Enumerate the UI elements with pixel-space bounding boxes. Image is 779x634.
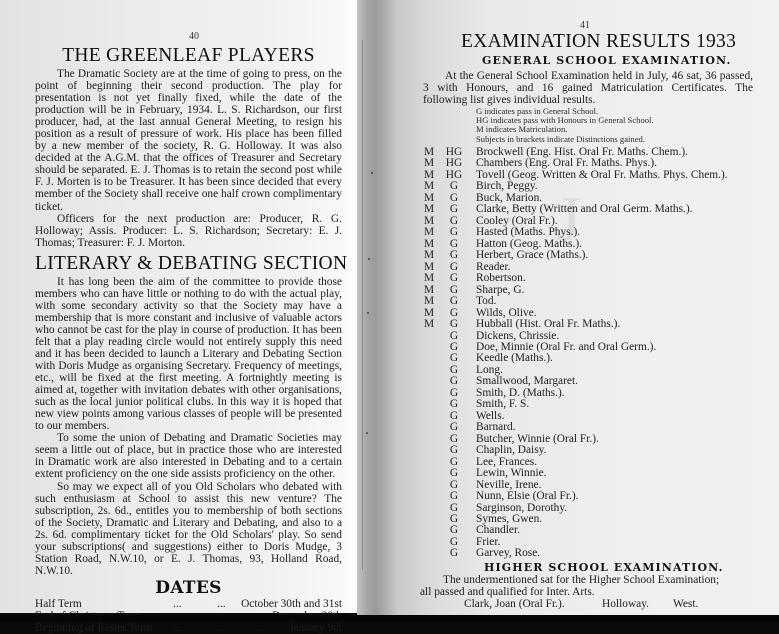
matriculation-mark: M: [424, 295, 435, 308]
student-name: Tovell (Geog. Written & Oral Fr. Maths. Phys. Chem.).: [476, 168, 728, 181]
grade-mark: G: [449, 386, 459, 399]
date-label: Beginning of Easter Term: [35, 622, 153, 634]
grade-mark: G: [449, 352, 459, 365]
grade-mark: G: [449, 398, 459, 411]
matriculation-mark: M: [424, 237, 435, 250]
page-title-examination-results: EXAMINATION RESULTS 1933: [461, 31, 737, 52]
paragraph: Officers for the next production are: Producer, R. G. Holloway; Assis. Producer: L. S. Richardson; Secretary: E. J. Thomas; Treasurer: F. J. Morton.: [35, 212, 342, 249]
show-through-text: J: [556, 183, 581, 254]
paper-speck: [371, 172, 373, 174]
grade-mark: HG: [445, 146, 463, 158]
matriculation-mark: M: [424, 283, 435, 296]
matriculation-mark: M: [424, 249, 435, 262]
legend-item: Subjects in brackets indicate Distinctions gained.: [476, 133, 645, 144]
grade-mark: G: [449, 340, 459, 353]
grade-mark: G: [449, 421, 459, 434]
student-name: Hubball (Hist. Oral Fr. Maths.).: [476, 318, 621, 331]
paper-speck: [366, 432, 368, 434]
section-title-greenleaf-players: THE GREENLEAF PLAYERS: [62, 45, 315, 66]
student-name: Nunn, Elsie (Oral Fr.).: [476, 490, 579, 503]
page-number-left: 40: [189, 31, 199, 42]
student-name: Neville, Irene.: [476, 478, 542, 491]
student-name: Hatton (Geog. Maths.).: [476, 237, 582, 250]
matriculation-mark: M: [424, 168, 435, 181]
dot-leader: ...: [173, 622, 182, 634]
paper-speck: [367, 312, 369, 314]
grade-mark: G: [449, 318, 459, 331]
student-name: Sharpe, G.: [476, 283, 525, 296]
paragraph: The Dramatic Society are at the time of going to press, on the point of beginning their second production. The play for presentation is not yet finally fixed, while the date of the production will be in February, 1934. L. S. Richardson, our first producer, had, at the last annual General Meeting, to resign his position as a result of pressure of work. His place has been filled by a new member of the society, R. G. Holloway. It was also decided at the A.G.M. that the offices of Treasurer and Secretary should be separated. E. J. Thomas is to retain the second post while F. J. Morten is to be Treasurer. It has been since decided that every member of the Society shall receive one half crown complimentary ticket.: [35, 68, 342, 213]
higher-school-line2: all passed and qualified for Inter. Arts.: [420, 586, 595, 598]
grade-mark: G: [449, 249, 459, 262]
higher-school-name: Holloway.: [602, 598, 650, 610]
student-name: Lewin, Winnie.: [476, 467, 547, 480]
grade-mark: G: [449, 295, 459, 308]
student-name: Keedle (Maths.).: [476, 352, 553, 365]
grade-mark: G: [449, 467, 459, 480]
higher-school-name: Clark, Joan (Oral Fr.).: [464, 598, 565, 610]
grade-mark: G: [449, 191, 459, 204]
paragraph: At the General School Examination held in July, 46 sat, 36 passed, 3 with Honours, and 16 gained Matriculation Certificates. The following list gives individual results.: [423, 70, 753, 107]
date-row: [35, 622, 342, 634]
grade-mark: G: [449, 226, 459, 239]
matriculation-mark: M: [424, 306, 435, 319]
grade-mark: G: [449, 409, 459, 422]
grade-mark: G: [449, 535, 459, 548]
dot-leader: ...: [217, 597, 226, 610]
paper-speck: [368, 258, 370, 260]
student-name: Long.: [476, 363, 503, 376]
dot-leader: ...: [217, 622, 226, 634]
dot-leader: ...: [173, 597, 182, 610]
student-name: Symes, Gwen.: [476, 513, 543, 525]
book-spine-gutter: [357, 0, 399, 621]
matriculation-mark: M: [424, 318, 435, 331]
general-school-intro: [423, 70, 753, 106]
student-name: Frier.: [476, 535, 501, 548]
matriculation-mark: M: [424, 191, 435, 204]
grade-mark: G: [449, 260, 459, 273]
student-name: Brockwell (Eng. Hist. Oral Fr. Maths. Chem.).: [476, 146, 688, 158]
student-name: Buck, Marion.: [476, 191, 543, 204]
matriculation-mark: M: [424, 260, 435, 273]
matriculation-mark: M: [424, 226, 435, 239]
student-name: Smith, F. S.: [476, 398, 530, 411]
grade-mark: G: [449, 329, 459, 342]
legend-item: HG indicates pass with Honours in General School.: [476, 115, 654, 126]
grade-mark: G: [449, 478, 459, 491]
matriculation-mark: M: [424, 180, 435, 193]
paragraph: So may we expect all of you Old Scholars who debated with such enthusiasm at School to assist this new venture? The subscription, 2s. 6d., entitles you to membership of both sections of the Society, Dramatic and Literary and Debating, and also to a 2s. 6d. complimentary ticket for the Old Scholars' play. So send your subscriptions( and suggestions) either to Doris Mudge, 3 Station Road, N.W.10, or E. J. Thomas, 93, Holland Road, N.W.10.: [35, 480, 342, 577]
student-name: Reader.: [476, 260, 511, 273]
page-number-right: 41: [580, 20, 590, 31]
matriculation-mark: M: [424, 214, 435, 227]
section-title-dates: DATES: [155, 577, 222, 598]
student-name: Chaplin, Daisy.: [476, 444, 547, 457]
student-name: Herbert, Grace (Maths.).: [476, 249, 589, 262]
date-value: January 9th: [289, 622, 342, 634]
student-name: Wells.: [476, 409, 505, 422]
student-name: Robertson.: [476, 272, 526, 285]
left-page-content: [35, 45, 348, 634]
paragraph: It has long been the aim of the committee to provide those members who can have little or nothing to do with the actual play, with some secondary activity so that the Society may have a membership that is more constant and inclusive of valuable actors who cannot be cast for the play in course of production. It has been felt that a play reading circle would not entirely supply this need and it has been decided to launch a Literary and Debating Section with Doris Mudge as organising Secretary. Frequency of meetings, etc., will be fixed at the first meeting. A fortnightly meeting is aimed at, together with invitation debates with other organisations, such as the local junior political clubs. In this way it is hoped that new view points among various classes of people will be presented to our members.: [35, 275, 342, 433]
student-name: Barnard.: [476, 421, 516, 434]
student-name: Smallwood, Margaret.: [476, 375, 578, 388]
grade-mark: G: [449, 283, 459, 296]
grade-mark: G: [449, 180, 459, 193]
section-title-literary-debating: LITERARY & DEBATING SECTION: [35, 252, 348, 274]
matriculation-mark: M: [424, 203, 435, 216]
grade-mark: G: [449, 237, 459, 250]
grade-mark: G: [449, 214, 459, 227]
student-name: Chandler.: [476, 524, 520, 537]
student-name: Birch, Peggy.: [476, 180, 538, 193]
student-name: Smith, D. (Maths.).: [476, 386, 565, 399]
matriculation-mark: M: [424, 157, 435, 170]
grade-mark: HG: [445, 168, 463, 181]
grade-mark: HG: [445, 157, 463, 170]
student-name: Dickens, Chrissie.: [476, 329, 560, 342]
student-name: Chambers (Eng. Oral Fr. Maths. Phys.).: [476, 157, 657, 170]
grade-mark: G: [449, 513, 459, 525]
student-name: Lee, Frances.: [476, 455, 538, 468]
student-name: Tod.: [476, 295, 497, 308]
grade-mark: G: [449, 203, 459, 216]
grade-mark: G: [449, 501, 459, 514]
dot-leader: ...: [257, 622, 266, 634]
results-legend: [476, 107, 654, 144]
grade-mark: G: [449, 272, 459, 285]
student-name: Wilds, Olive.: [476, 306, 537, 319]
paragraph: To some the union of Debating and Dramatic Societies may seem a little out of place, but in practice those who are interested in Dramatic work are also interested in Debating and to a certain extent proficiency on the one side assists proficiency on the other.: [35, 432, 342, 481]
grade-mark: G: [449, 444, 459, 457]
page-edge-line: [362, 40, 363, 570]
grade-mark: G: [449, 432, 459, 445]
grade-mark: G: [449, 490, 459, 503]
student-name: Clarke, Betty (Written and Oral Germ. Maths.).: [476, 203, 693, 216]
grade-mark: G: [449, 455, 459, 468]
higher-school-heading: HIGHER SCHOOL EXAMINATION.: [484, 561, 724, 574]
general-school-heading: GENERAL SCHOOL EXAMINATION.: [482, 54, 732, 67]
scan-bottom-edge: [0, 615, 779, 621]
grade-mark: G: [449, 363, 459, 376]
matriculation-mark: M: [424, 146, 435, 158]
student-name: Cooley (Oral Fr.).: [476, 214, 558, 227]
grade-mark: G: [449, 524, 459, 537]
legend-item: M indicates Matriculation.: [476, 124, 568, 135]
grade-mark: G: [449, 375, 459, 388]
date-value: October 30th and 31st: [241, 597, 342, 610]
date-label: Half Term: [35, 597, 82, 610]
matriculation-mark: M: [424, 272, 435, 285]
grade-mark: G: [449, 306, 459, 319]
student-name: Hasted (Maths. Phys.).: [476, 226, 581, 239]
higher-school-name: West.: [673, 598, 699, 610]
date-row: [35, 598, 342, 610]
student-name: Butcher, Winnie (Oral Fr.).: [476, 432, 599, 445]
student-name: Garvey, Rose.: [476, 547, 541, 560]
grade-mark: G: [449, 547, 459, 560]
student-name: Doe, Minnie (Oral Fr. and Oral Germ.).: [476, 340, 657, 353]
legend-item: G indicates pass in General School.: [476, 106, 599, 116]
higher-school-line1: The undermentioned sat for the Higher School Examination;: [443, 574, 720, 586]
student-name: Sarginson, Dorothy.: [476, 501, 568, 514]
